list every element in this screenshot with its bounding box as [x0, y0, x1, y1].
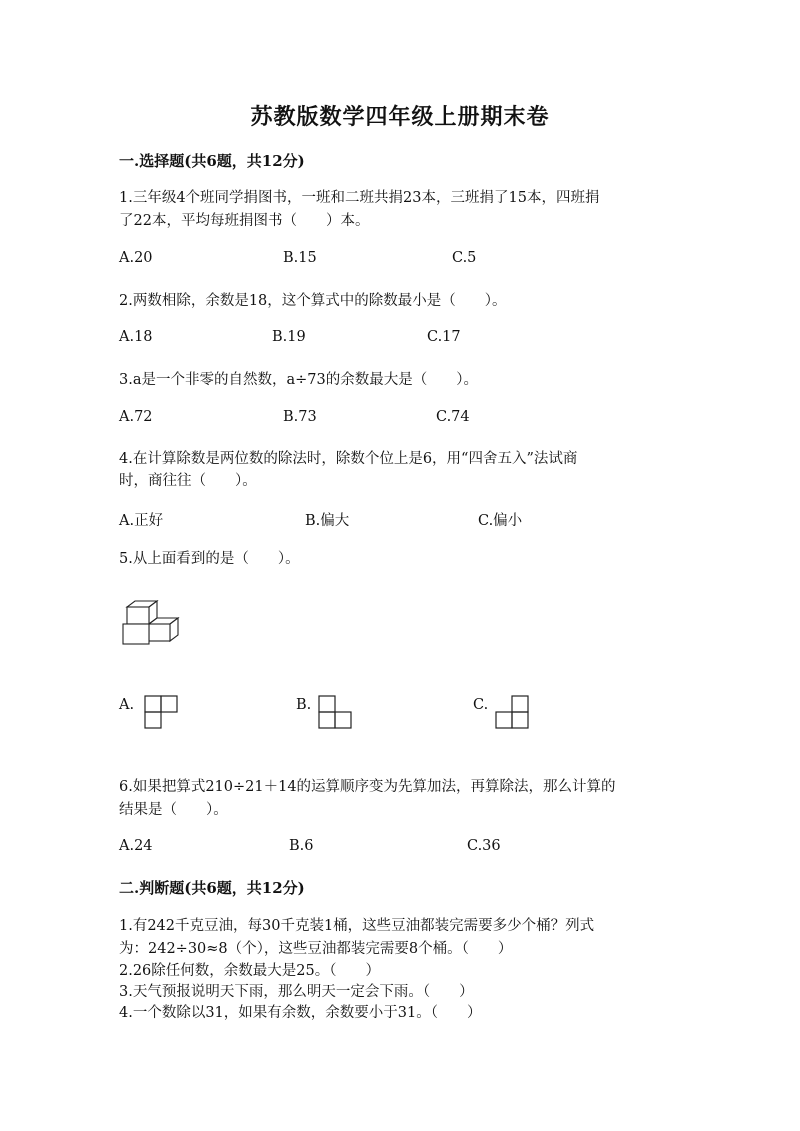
q1-option-a: A.20 — [119, 250, 153, 266]
q1-line2: 了22本，平均每班捐图书（ ）本。 — [119, 213, 370, 229]
q4-option-c: C.偏小 — [478, 513, 523, 529]
q3-option-c: C.74 — [436, 409, 470, 425]
q6-line2: 结果是（ ）。 — [119, 802, 228, 818]
s2-q1-line1: 1.有242千克豆油，每30千克装1桶，这些豆油都装完需要多少个桶？列式 — [119, 918, 595, 934]
s2-q3-line: 3.天气预报说明天下雨，那么明天一定会下雨。（ ） — [119, 984, 474, 1000]
q2-option-b: B.19 — [272, 329, 306, 345]
s2-q4-line: 4.一个数除以31，如果有余数，余数要小于31。（ ） — [119, 1005, 482, 1021]
view-c-icon — [495, 695, 529, 729]
q1-line1: 1.三年级4个班同学捐图书，一班和二班共捐23本，三班捐了15本，四班捐 — [119, 190, 600, 206]
section2-heading: 二.判断题(共6题，共12分) — [119, 879, 305, 897]
q6-option-b: B.6 — [289, 838, 314, 854]
q3-line1: 3.a是一个非零的自然数，a÷73的余数最大是（ ）。 — [119, 372, 478, 388]
page-title: 苏教版数学四年级上册期末卷 — [250, 104, 550, 130]
view-a-icon — [144, 695, 178, 729]
q4-line1: 4.在计算除数是两位数的除法时，除数个位上是6，用“四舍五入”法试商 — [119, 451, 578, 467]
s2-q2-line: 2.26除任何数，余数最大是25。（ ） — [119, 963, 380, 979]
cube-stack-figure — [120, 600, 182, 648]
q5-option-a: A. — [119, 697, 135, 713]
q6-option-a: A.24 — [119, 838, 153, 854]
q4-option-a: A.正好 — [119, 513, 164, 529]
q3-option-a: A.72 — [119, 409, 153, 425]
q4-line2: 时，商往往（ ）。 — [119, 473, 257, 489]
q4-option-b: B.偏大 — [305, 513, 350, 529]
q2-option-a: A.18 — [119, 329, 153, 345]
q1-option-c: C.5 — [452, 250, 477, 266]
section1-heading: 一.选择题(共6题，共12分) — [119, 152, 305, 170]
view-b-icon — [318, 695, 352, 729]
q5-line1: 5.从上面看到的是（ ）。 — [119, 551, 300, 567]
q2-option-c: C.17 — [427, 329, 461, 345]
q6-line1: 6.如果把算式210÷21＋14的运算顺序变为先算加法，再算除法，那么计算的 — [119, 779, 616, 795]
q1-option-b: B.15 — [283, 250, 317, 266]
s2-q1-line2: 为：242÷30≈8（个），这些豆油都装完需要8个桶。（ ） — [119, 941, 513, 957]
q5-option-b: B. — [296, 697, 312, 713]
q3-option-b: B.73 — [283, 409, 317, 425]
q2-line1: 2.两数相除，余数是18，这个算式中的除数最小是（ ）。 — [119, 293, 507, 309]
q6-option-c: C.36 — [467, 838, 501, 854]
q5-option-c: C. — [473, 697, 489, 713]
